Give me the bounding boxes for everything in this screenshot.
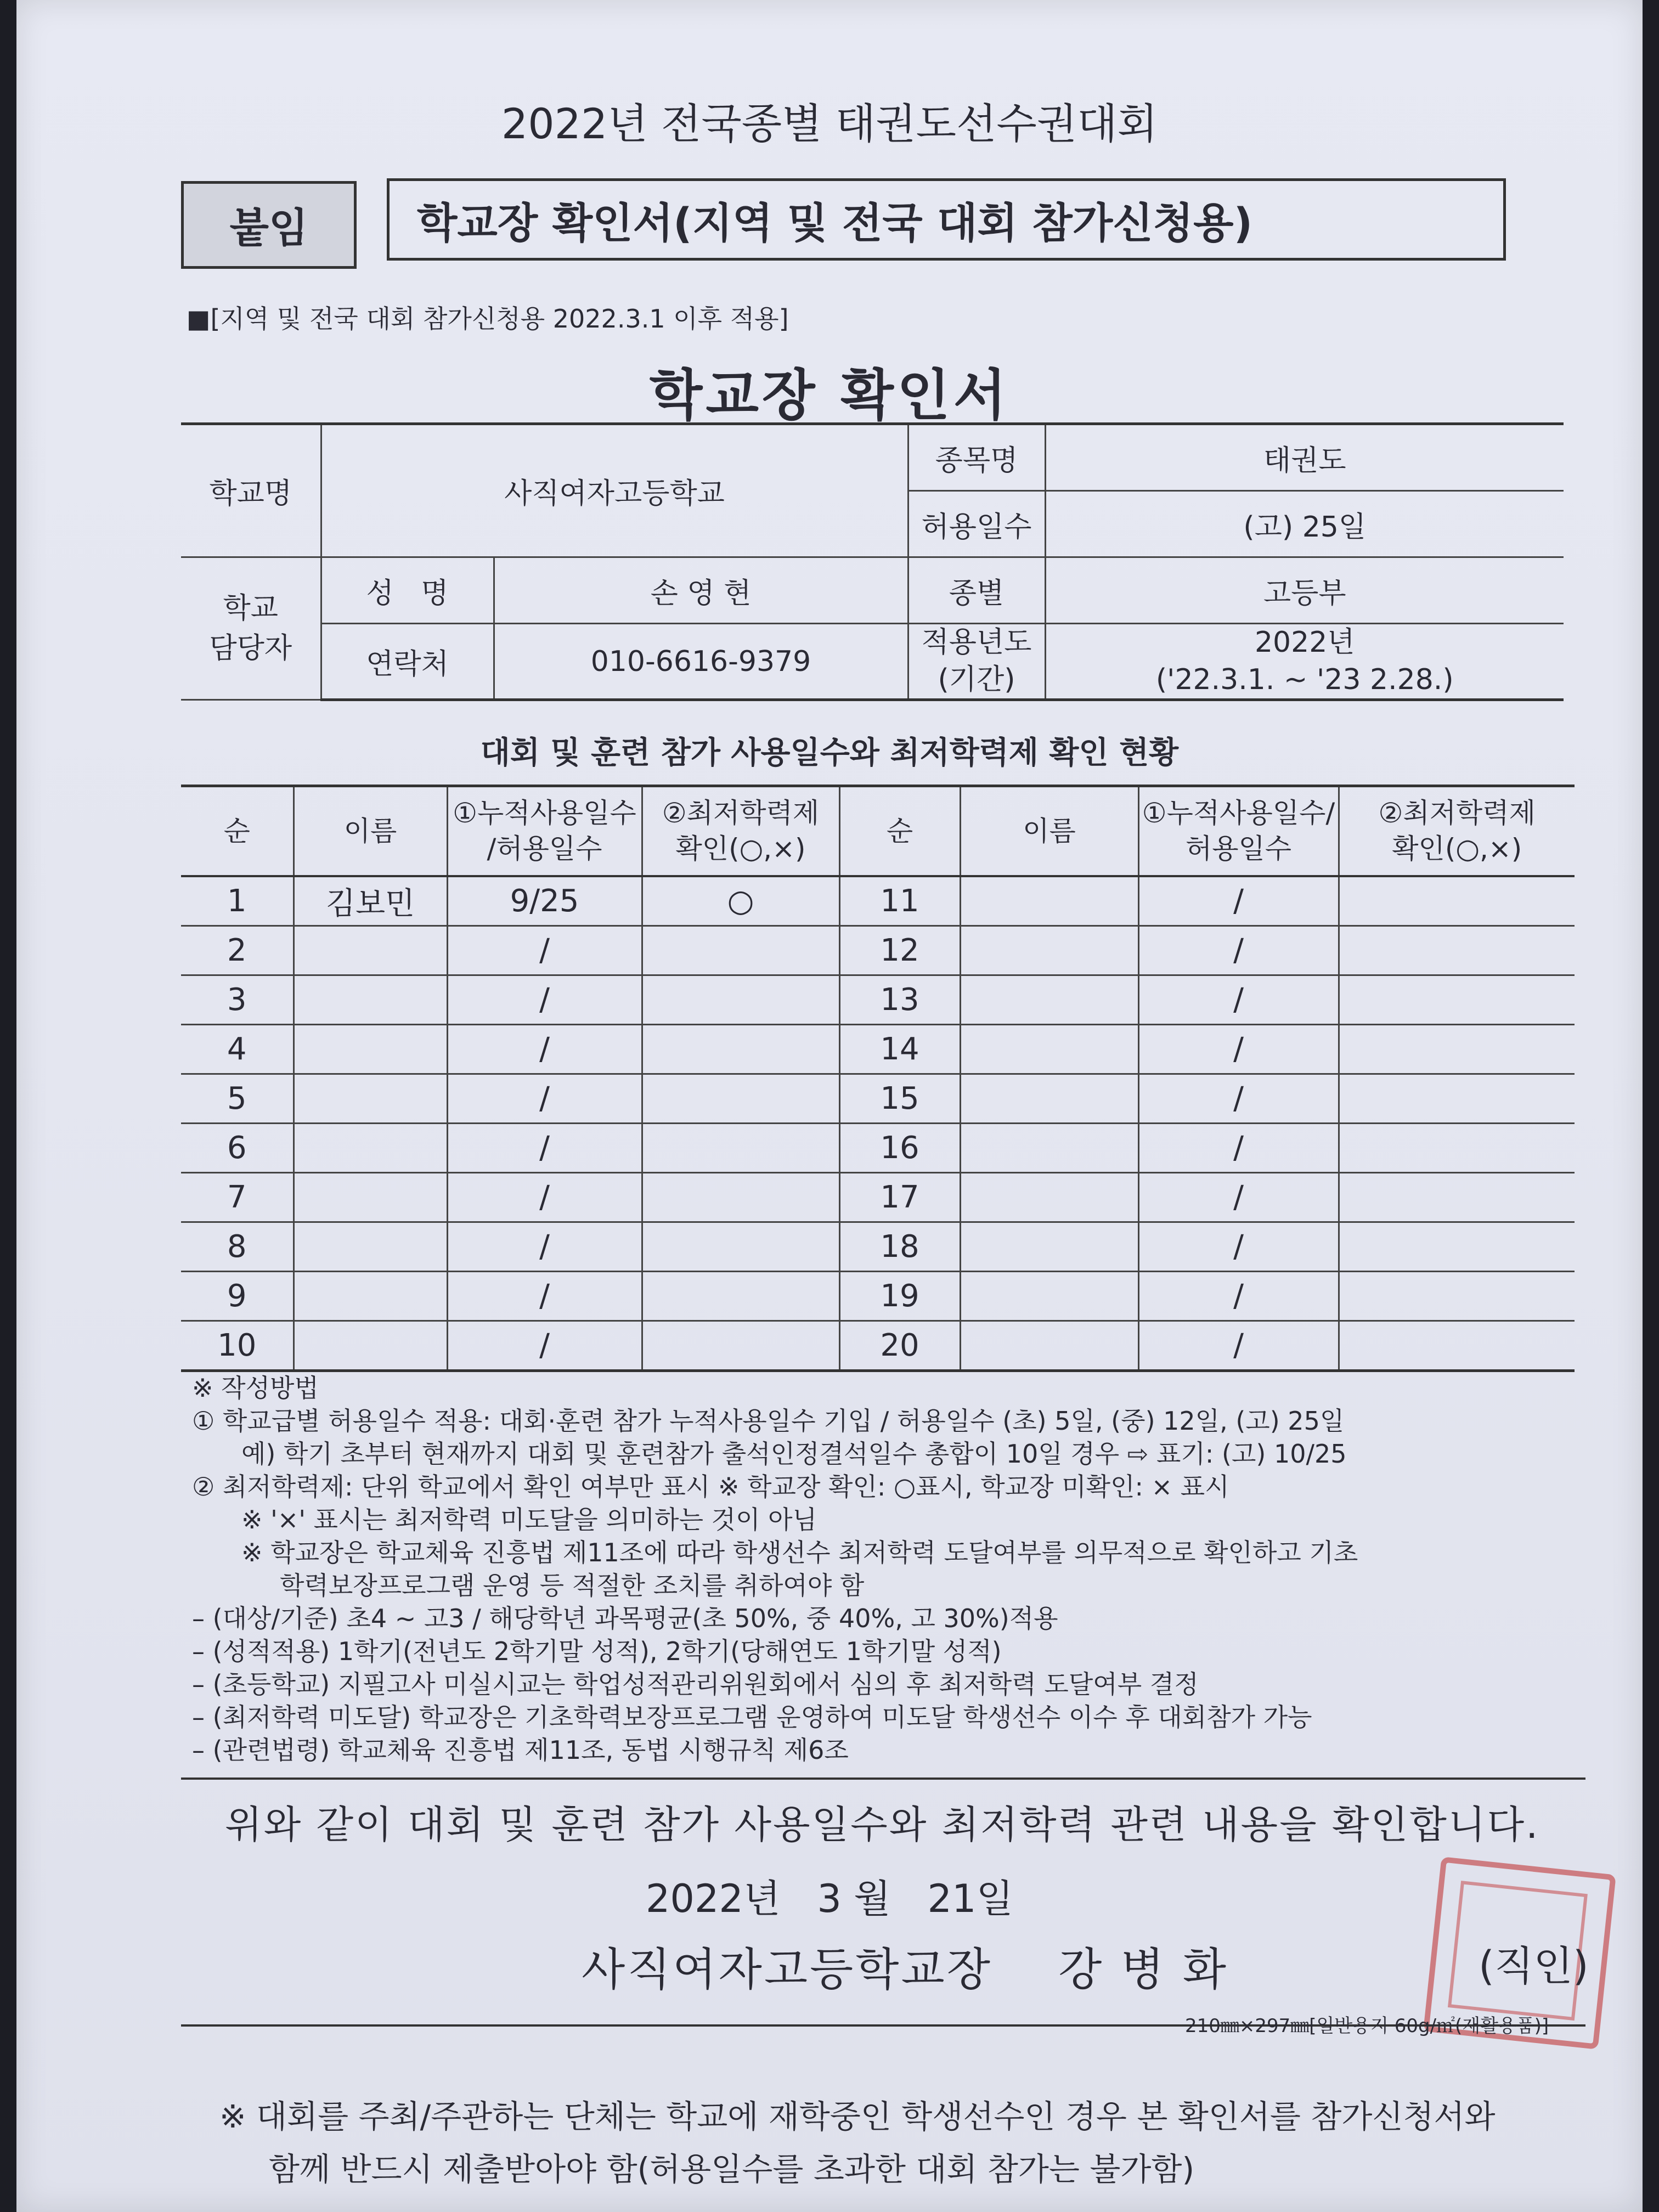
- table-cell: [642, 1272, 839, 1321]
- form-heading: 학교장 확인서(지역 및 전국 대회 참가신청용): [387, 178, 1506, 261]
- table-cell: 18: [839, 1222, 960, 1272]
- table-cell: 15: [839, 1074, 960, 1124]
- table-cell: [1339, 876, 1575, 926]
- table-cell: 9/25: [447, 876, 642, 926]
- footer-line-1: ※ 대회를 주최/주관하는 단체는 학교에 재학중인 학생선수인 경우 본 확인서를 참가신청서와: [219, 2098, 1496, 2135]
- table-cell: 3: [181, 975, 294, 1025]
- name-label: 성 명: [321, 557, 494, 624]
- table-row: [181, 1025, 1575, 1074]
- table-cell: /: [447, 1321, 642, 1371]
- table-row: [181, 876, 1575, 926]
- table-cell: [294, 975, 447, 1025]
- table-cell: /: [1138, 1124, 1339, 1173]
- table-cell: [960, 926, 1138, 975]
- name-value: 손 영 현: [494, 557, 908, 624]
- table-cell: ○: [642, 876, 839, 926]
- table-cell: [642, 975, 839, 1025]
- table-cell: /: [447, 975, 642, 1025]
- table-cell: [1339, 1222, 1575, 1272]
- table-cell: 12: [839, 926, 960, 975]
- contact-value: 010-6616-9379: [494, 624, 908, 700]
- table-cell: /: [1138, 926, 1339, 975]
- table-cell: 4: [181, 1025, 294, 1074]
- info-table: [181, 422, 1564, 701]
- table-cell: /: [1138, 1321, 1339, 1371]
- document-title: 학교장 확인서: [649, 363, 1010, 427]
- table-cell: 9: [181, 1272, 294, 1321]
- table-cell: /: [447, 1074, 642, 1124]
- footer-line-2: 함께 반드시 제출받아야 함(허용일수를 초과한 대회 참가는 불가함): [269, 2151, 1195, 2188]
- table-cell: /: [447, 1173, 642, 1222]
- table-cell: 7: [181, 1173, 294, 1222]
- category-label: 종별: [908, 557, 1045, 624]
- header-cell: ②최저학력제 확인(○,×): [642, 786, 839, 877]
- sport-value: 태권도: [1045, 424, 1564, 491]
- table-cell: [642, 1173, 839, 1222]
- table-cell: /: [1138, 1025, 1339, 1074]
- table-cell: 11: [839, 876, 960, 926]
- table-cell: 8: [181, 1222, 294, 1272]
- table-cell: /: [1138, 876, 1339, 926]
- table-cell: /: [447, 926, 642, 975]
- header-cell: 이름: [960, 786, 1138, 877]
- table-cell: [294, 1222, 447, 1272]
- sport-label: 종목명: [908, 424, 1045, 491]
- table-cell: 17: [839, 1173, 960, 1222]
- header-cell: ①누적사용일수 /허용일수: [447, 786, 642, 877]
- table-cell: [960, 1272, 1138, 1321]
- table-cell: [294, 1124, 447, 1173]
- detail-elementary: – (초등학교) 지필고사 미실시교는 학업성적관리위원회에서 심의 후 최저학력 도달여부 결정: [192, 1669, 1199, 1699]
- instructions-title: ※ 작성방법: [192, 1373, 319, 1403]
- table-row: [181, 1321, 1575, 1371]
- school-label: 학교명: [181, 424, 321, 557]
- detail-law: – (관련법령) 학교체육 진흥법 제11조, 동법 시행규칙 제6조: [192, 1735, 849, 1765]
- instruction-2-note-c: 학력보장프로그램 운영 등 적절한 조치를 취하여야 함: [280, 1571, 865, 1600]
- event-title: 2022년 전국종별 태권도선수권대회: [501, 99, 1158, 148]
- instruction-2: ② 최저학력제: 단위 학교에서 확인 여부만 표시 ※ 학교장 확인: ○표시, 학교장 미확인: × 표시: [192, 1472, 1229, 1502]
- allowed-days-label: 허용일수: [908, 491, 1045, 557]
- header-cell: ②최저학력제 확인(○,×): [1339, 786, 1575, 877]
- status-table-title: 대회 및 훈련 참가 사용일수와 최저학력제 확인 현황: [480, 735, 1179, 771]
- table-cell: [1339, 1321, 1575, 1371]
- table-cell: 19: [839, 1272, 960, 1321]
- table-cell: [960, 1124, 1138, 1173]
- period-label: 적용년도 (기간): [908, 624, 1045, 700]
- table-cell: [642, 1124, 839, 1173]
- instruction-2-note-b: ※ 학교장은 학교체육 진흥법 제11조에 따라 학생선수 최저학력 도달여부를 의무적으로 확인하고 기초: [241, 1538, 1358, 1567]
- attachment-tag: 붙임: [181, 181, 357, 269]
- table-cell: /: [1138, 975, 1339, 1025]
- issue-date: 2022년 3 월 21일: [645, 1876, 1014, 1921]
- table-row: [181, 1173, 1575, 1222]
- detail-grades: – (성적적용) 1학기(전년도 2학기말 성적), 2학기(당해연도 1학기말 성적): [192, 1637, 1002, 1666]
- table-cell: [960, 1321, 1138, 1371]
- table-cell: /: [1138, 1272, 1339, 1321]
- table-cell: 6: [181, 1124, 294, 1173]
- table-cell: [1339, 1025, 1575, 1074]
- table-cell: [960, 1173, 1138, 1222]
- table-cell: [294, 1074, 447, 1124]
- table-cell: [294, 1025, 447, 1074]
- table-cell: [960, 975, 1138, 1025]
- category-value: 고등부: [1045, 557, 1564, 624]
- table-cell: 5: [181, 1074, 294, 1124]
- table-cell: [294, 1321, 447, 1371]
- table-cell: [642, 1321, 839, 1371]
- table-row: [181, 1074, 1575, 1124]
- document-page: [16, 0, 1643, 2212]
- table-row: [181, 975, 1575, 1025]
- table-cell: [642, 1074, 839, 1124]
- instruction-1: ① 학교급별 허용일수 적용: 대회·훈련 참가 누적사용일수 기입 / 허용일수 (초) 5일, (중) 12일, (고) 25일: [192, 1406, 1345, 1436]
- manager-label: 학교 담당자: [181, 557, 321, 700]
- scope-note: ■[지역 및 전국 대회 참가신청용 2022.3.1 이후 적용]: [187, 304, 789, 334]
- table-cell: [1339, 1074, 1575, 1124]
- paper-spec: 210㎜×297㎜[일반용지 60g/㎡(재활용품)]: [1185, 2015, 1549, 2037]
- school-name: 사직여자고등학교: [321, 424, 908, 557]
- table-cell: [960, 1074, 1138, 1124]
- contact-label: 연락처: [321, 624, 494, 700]
- status-table: [181, 785, 1575, 1372]
- table-cell: [960, 1222, 1138, 1272]
- detail-target: – (대상/기준) 초4 ~ 고3 / 해당학년 과목평균(초 50%, 중 40%, 고 30%)적용: [192, 1604, 1058, 1633]
- header-cell: 순: [181, 786, 294, 877]
- principal-signature: 사직여자고등학교장 강 병 화: [582, 1944, 1228, 1996]
- table-cell: /: [1138, 1074, 1339, 1124]
- status-table-header: [181, 786, 1575, 877]
- table-cell: [1339, 1124, 1575, 1173]
- instruction-1-example: 예) 학기 초부터 현재까지 대회 및 훈련참가 출석인정결석일수 총합이 10일 경우 ⇨ 표기: (고) 10/25: [241, 1439, 1347, 1469]
- table-cell: /: [447, 1124, 642, 1173]
- instruction-2-note-a: ※ '×' 표시는 최저학력 미도달을 의미하는 것이 아님: [241, 1505, 817, 1534]
- table-cell: 13: [839, 975, 960, 1025]
- table-cell: [294, 926, 447, 975]
- table-cell: 2: [181, 926, 294, 975]
- table-row: [181, 1124, 1575, 1173]
- table-cell: 김보민: [294, 876, 447, 926]
- table-cell: [960, 876, 1138, 926]
- footer-note: [219, 2090, 1496, 2196]
- table-row: [181, 1272, 1575, 1321]
- table-cell: /: [447, 1222, 642, 1272]
- confirmation-statement: 위와 같이 대회 및 훈련 참가 사용일수와 최저학력 관련 내용을 확인합니다.: [225, 1802, 1540, 1847]
- table-cell: 1: [181, 876, 294, 926]
- period-value: 2022년 ('22.3.1. ~ '23 2.28.): [1045, 624, 1564, 700]
- status-table-body: [181, 876, 1575, 1371]
- table-cell: [960, 1025, 1138, 1074]
- table-cell: 14: [839, 1025, 960, 1074]
- detail-not-reached: – (최저학력 미도달) 학교장은 기초학력보장프로그램 운영하여 미도달 학생선수 이수 후 대회참가 가능: [192, 1702, 1312, 1732]
- table-cell: /: [1138, 1222, 1339, 1272]
- table-cell: [294, 1272, 447, 1321]
- table-cell: [1339, 975, 1575, 1025]
- table-cell: [1339, 1173, 1575, 1222]
- table-cell: [642, 1222, 839, 1272]
- table-cell: [642, 926, 839, 975]
- table-cell: /: [447, 1025, 642, 1074]
- table-cell: [642, 1025, 839, 1074]
- table-cell: [1339, 926, 1575, 975]
- header-cell: 이름: [294, 786, 447, 877]
- divider-top: [181, 1778, 1585, 1780]
- table-cell: /: [447, 1272, 642, 1321]
- table-cell: 10: [181, 1321, 294, 1371]
- allowed-days-value: (고) 25일: [1045, 491, 1564, 557]
- instructions: [192, 1372, 1596, 1767]
- table-cell: /: [1138, 1173, 1339, 1222]
- table-row: [181, 1222, 1575, 1272]
- table-row: [181, 926, 1575, 975]
- seal-label: (직인): [1479, 1943, 1589, 1990]
- table-cell: 20: [839, 1321, 960, 1371]
- table-cell: [294, 1173, 447, 1222]
- table-cell: [1339, 1272, 1575, 1321]
- header-cell: 순: [839, 786, 960, 877]
- header-cell: ①누적사용일수/ 허용일수: [1138, 786, 1339, 877]
- table-cell: 16: [839, 1124, 960, 1173]
